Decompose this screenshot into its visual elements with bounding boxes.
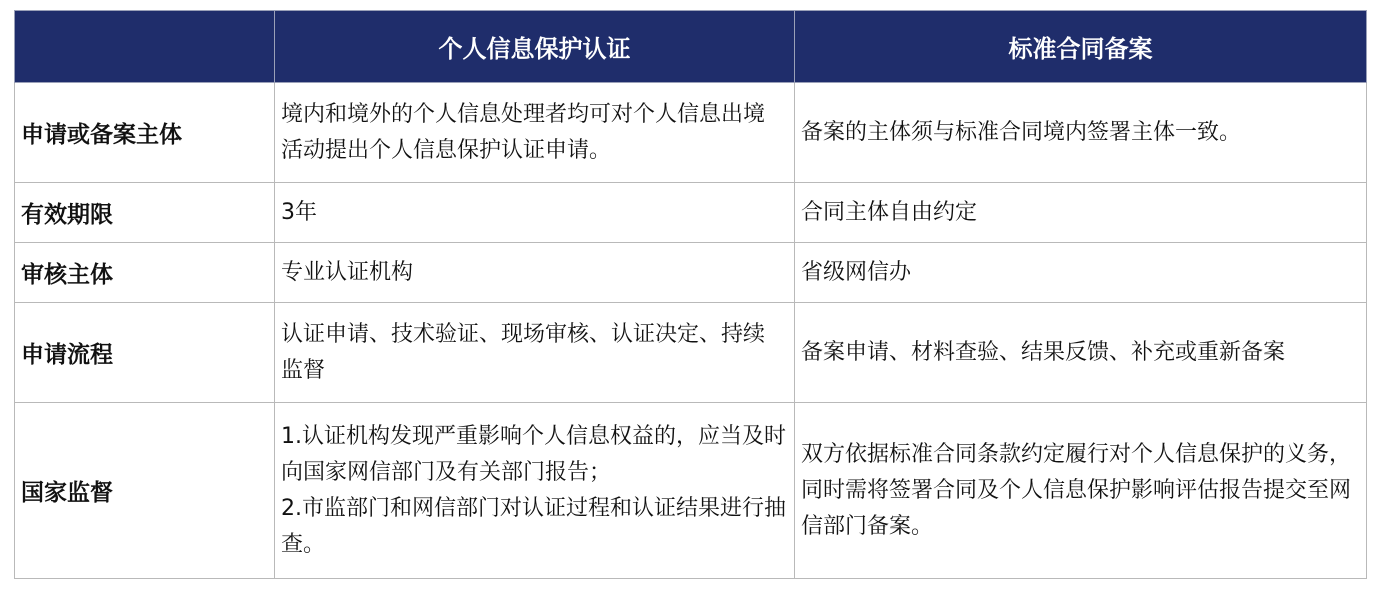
cell-contract-filing: 合同主体自由约定 <box>795 183 1367 243</box>
row-label: 国家监督 <box>15 403 275 579</box>
table-row <box>15 303 1367 403</box>
header-cell-contract-filing: 标准合同备案 <box>795 11 1367 83</box>
header-cell-certification: 个人信息保护认证 <box>275 11 795 83</box>
table-row <box>15 183 1367 243</box>
row-label: 申请流程 <box>15 303 275 403</box>
table-row <box>15 83 1367 183</box>
header-cell-empty <box>15 11 275 83</box>
row-label: 审核主体 <box>15 243 275 303</box>
row-label: 有效期限 <box>15 183 275 243</box>
comparison-table <box>14 10 1367 579</box>
table-header <box>15 11 1367 83</box>
table-row <box>15 243 1367 303</box>
cell-certification: 认证申请、技术验证、现场审核、认证决定、持续监督 <box>275 303 795 403</box>
table-row <box>15 403 1367 579</box>
row-label: 申请或备案主体 <box>15 83 275 183</box>
comparison-table-container <box>14 10 1366 579</box>
cell-certification: 专业认证机构 <box>275 243 795 303</box>
cell-contract-filing: 备案的主体须与标准合同境内签署主体一致。 <box>795 83 1367 183</box>
cell-contract-filing: 备案申请、材料查验、结果反馈、补充或重新备案 <box>795 303 1367 403</box>
cell-certification: 3年 <box>275 183 795 243</box>
cell-certification <box>275 403 795 579</box>
table-body <box>15 83 1367 579</box>
cell-line: 2.市监部门和网信部门对认证过程和认证结果进行抽查。 <box>281 495 786 557</box>
cell-contract-filing: 省级网信办 <box>795 243 1367 303</box>
cell-certification: 境内和境外的个人信息处理者均可对个人信息出境活动提出个人信息保护认证申请。 <box>275 83 795 183</box>
cell-line: 1.认证机构发现严重影响个人信息权益的，应当及时向国家网信部门及有关部门报告； <box>281 423 786 485</box>
header-row <box>15 11 1367 83</box>
cell-contract-filing: 双方依据标准合同条款约定履行对个人信息保护的义务，同时需将签署合同及个人信息保护影响评估报告提交至网信部门备案。 <box>795 403 1367 579</box>
